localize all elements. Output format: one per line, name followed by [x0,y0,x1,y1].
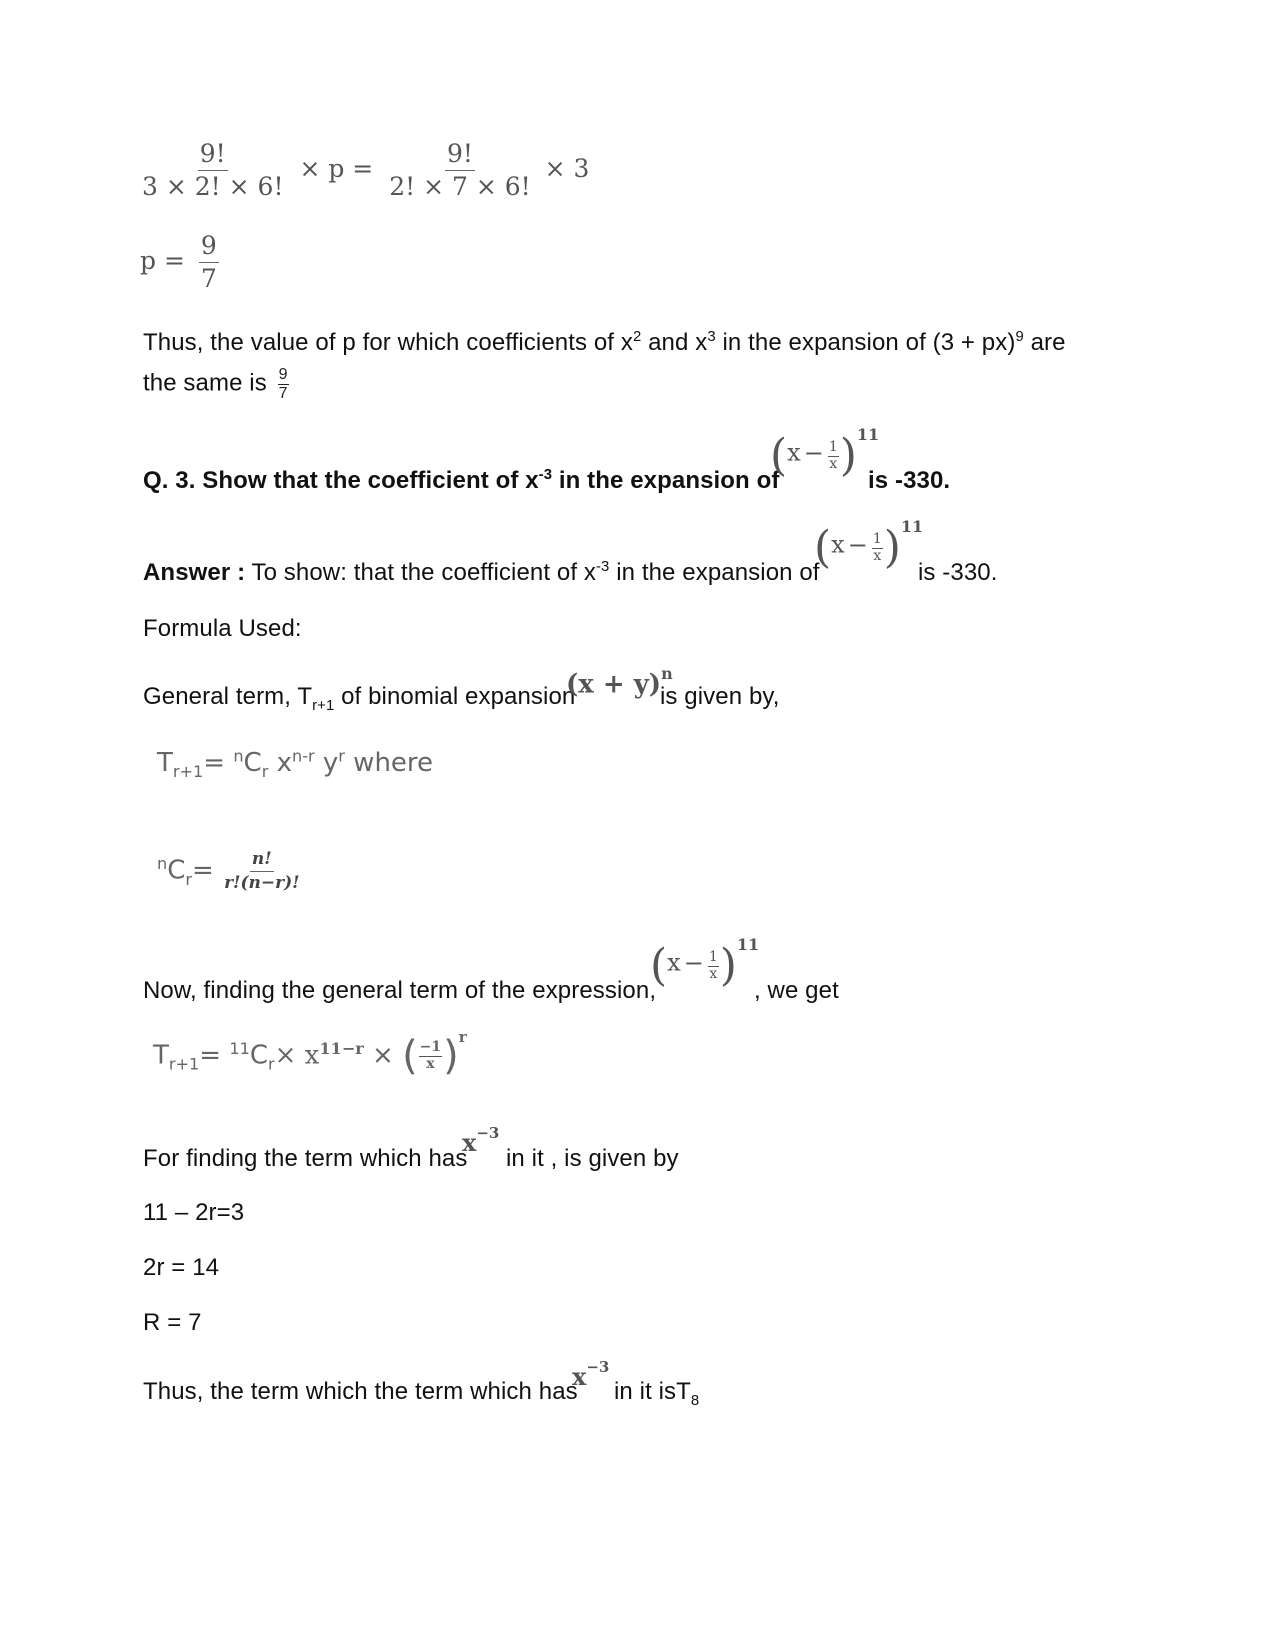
variable-y: y [314,748,339,778]
where-word: where [344,748,434,778]
combination-C: C [167,855,186,886]
subscript: r [261,762,269,782]
text-run: Now, finding the general term of the expression, [143,977,657,1004]
fraction-numerator: −1 [419,1039,442,1056]
paren-close: ) [719,940,737,991]
paren-close: ) [443,1033,459,1079]
fraction-numerator: 1 [872,531,882,548]
expression-x-minus-1-over-x-pow-11 [650,935,760,991]
text-run: Thus, the value of p for which coefficients of x [143,329,633,356]
expression-x-pow-minus-3 [462,1124,500,1157]
paren-open: ( [814,522,832,573]
fraction-denominator: 3 × 2! × 6! [142,171,284,201]
equation-coefficients-equal [140,140,589,200]
subscript: r+1 [168,1054,200,1074]
fraction-denominator: 7 [200,263,217,293]
subscript: r [185,869,192,889]
term-T: T [157,748,173,778]
text-run: is given by, [660,683,780,710]
equals: = [203,748,234,778]
paren-open: ( [770,430,788,481]
superscript: 11 [856,425,880,445]
superscript: n [157,854,168,874]
expr-body: (x + y) [566,669,662,700]
equation-multiplier: × 3 [544,153,590,183]
text-run: in the expansion of [609,559,820,586]
subscript: r+1 [312,697,335,714]
fraction-denominator: x [426,1055,435,1072]
fraction-denominator: r!(n−r)! [224,872,300,893]
variable-x: x [462,1128,477,1157]
text-run: in it isT [614,1378,691,1405]
step-line-3: R = 7 [143,1309,202,1336]
text-run: To show: that the coefficient of x [245,559,596,586]
now-finding-tail [754,976,839,1006]
text-run: in it , is given by [506,1145,679,1172]
fraction-denominator: 7 [278,384,288,402]
superscript: -3 [538,467,553,483]
expr-minus: − [847,530,868,559]
fraction-inline [872,532,883,564]
expression-x-pow-minus-3 [572,1358,610,1391]
superscript: 11 [736,935,760,955]
general-term-line [143,682,575,712]
fraction-rhs [387,140,533,200]
equals: = [192,855,214,886]
text-run: of binomial expansion [334,683,576,710]
subscript: r [267,1054,275,1074]
thus-term-line [143,1377,578,1407]
fraction-numerator: 9! [198,140,228,171]
answer-line [143,558,820,588]
text-run: in the expansion of (3 + px) [715,329,1016,356]
fraction-numerator: 1 [828,439,838,456]
subscript: r+1 [172,762,204,782]
now-finding-line [143,976,656,1006]
paren-open: ( [402,1033,418,1079]
thus-term-tail [614,1377,699,1407]
superscript: 9 [1015,329,1024,345]
formula-used-heading: Formula Used: [143,615,302,642]
text-run: is -330. [918,559,998,586]
fraction-inline [708,950,719,982]
text-run: are [1023,329,1066,356]
superscript: -3 [595,559,610,575]
variable-x: x [572,1362,587,1391]
superscript: n-r [291,746,315,766]
expr-x: x [787,438,801,467]
fraction-denominator: x [873,547,882,564]
text-run: the same is [143,369,267,397]
fraction-numerator: n! [250,850,274,872]
fraction-inline [278,366,289,402]
variable-x: x [268,748,292,778]
question-3 [143,466,779,496]
combination-formula [157,850,302,892]
expression-x-minus-1-over-x-pow-11 [814,517,924,573]
text-run: Q. 3. Show that the coefficient of x [143,467,539,494]
general-term-expression [153,1027,467,1079]
fraction-denominator: x [829,455,838,472]
superscript: −3 [476,1124,500,1142]
expr-minus: − [683,948,704,977]
text-run: For finding the term which has [143,1145,468,1172]
fraction-ncr [222,850,302,892]
superscript: 11 [900,517,924,537]
combination-C: C [243,748,262,778]
expr-x: x [667,948,681,977]
superscript: n [661,664,673,683]
equation-p-value [140,232,219,292]
general-term-tail [660,682,779,712]
fraction-denominator: 2! × 7 × 6! [389,171,531,201]
fraction-numerator: 9! [445,140,475,171]
answer-tail [918,558,998,588]
paren-close: ) [839,430,857,481]
answer-label: Answer : [143,559,246,586]
fraction-p [199,232,219,292]
superscript: r [338,746,345,766]
superscript: 2 [632,329,642,345]
conclusion-line-1 [143,328,1066,358]
fraction-inline [828,440,839,472]
equals: = [199,1040,230,1071]
step-line-1: 11 – 2r=3 [143,1199,245,1226]
fraction-numerator: 9 [278,366,288,383]
superscript: 11−r [319,1038,364,1058]
finding-term-line [143,1144,467,1174]
superscript: n [233,746,244,766]
text-run: in the expansion of [552,467,780,494]
superscript: 3 [707,329,716,345]
text-run: , we get [754,977,839,1004]
paren-open: ( [650,940,668,991]
fraction-lhs [140,140,286,200]
equation-operator: × p = [299,153,374,183]
finding-term-tail [506,1144,679,1174]
expr-minus: − [803,438,824,467]
superscript: r [458,1027,467,1046]
superscript: −3 [586,1358,610,1376]
text-run: and x [641,329,708,356]
product-x: × x [274,1040,320,1071]
fraction-numerator: 1 [708,949,718,966]
question-3-tail [868,466,950,496]
general-term-formula [157,746,434,782]
subscript: 8 [690,1392,700,1409]
expr-x: x [831,530,845,559]
conclusion-line-2 [143,366,290,402]
fraction-numerator: 9 [199,232,219,263]
paren-close: ) [883,522,901,573]
combination-C: C [249,1040,268,1071]
fraction-denominator: x [709,965,718,982]
text-run: Thus, the term which the term which has [143,1378,578,1405]
step-line-2: 2r = 14 [143,1254,220,1281]
term-T: T [153,1040,169,1071]
expression-x-minus-1-over-x-pow-11 [770,425,880,481]
expression-x-plus-y-pow-n [566,664,673,700]
text-run: is -330. [868,467,951,494]
superscript: 11 [229,1038,250,1058]
equation-lhs: p = [140,245,185,275]
times: × [363,1040,403,1071]
text-run: General term, T [143,683,313,710]
fraction-inline [419,1040,442,1072]
